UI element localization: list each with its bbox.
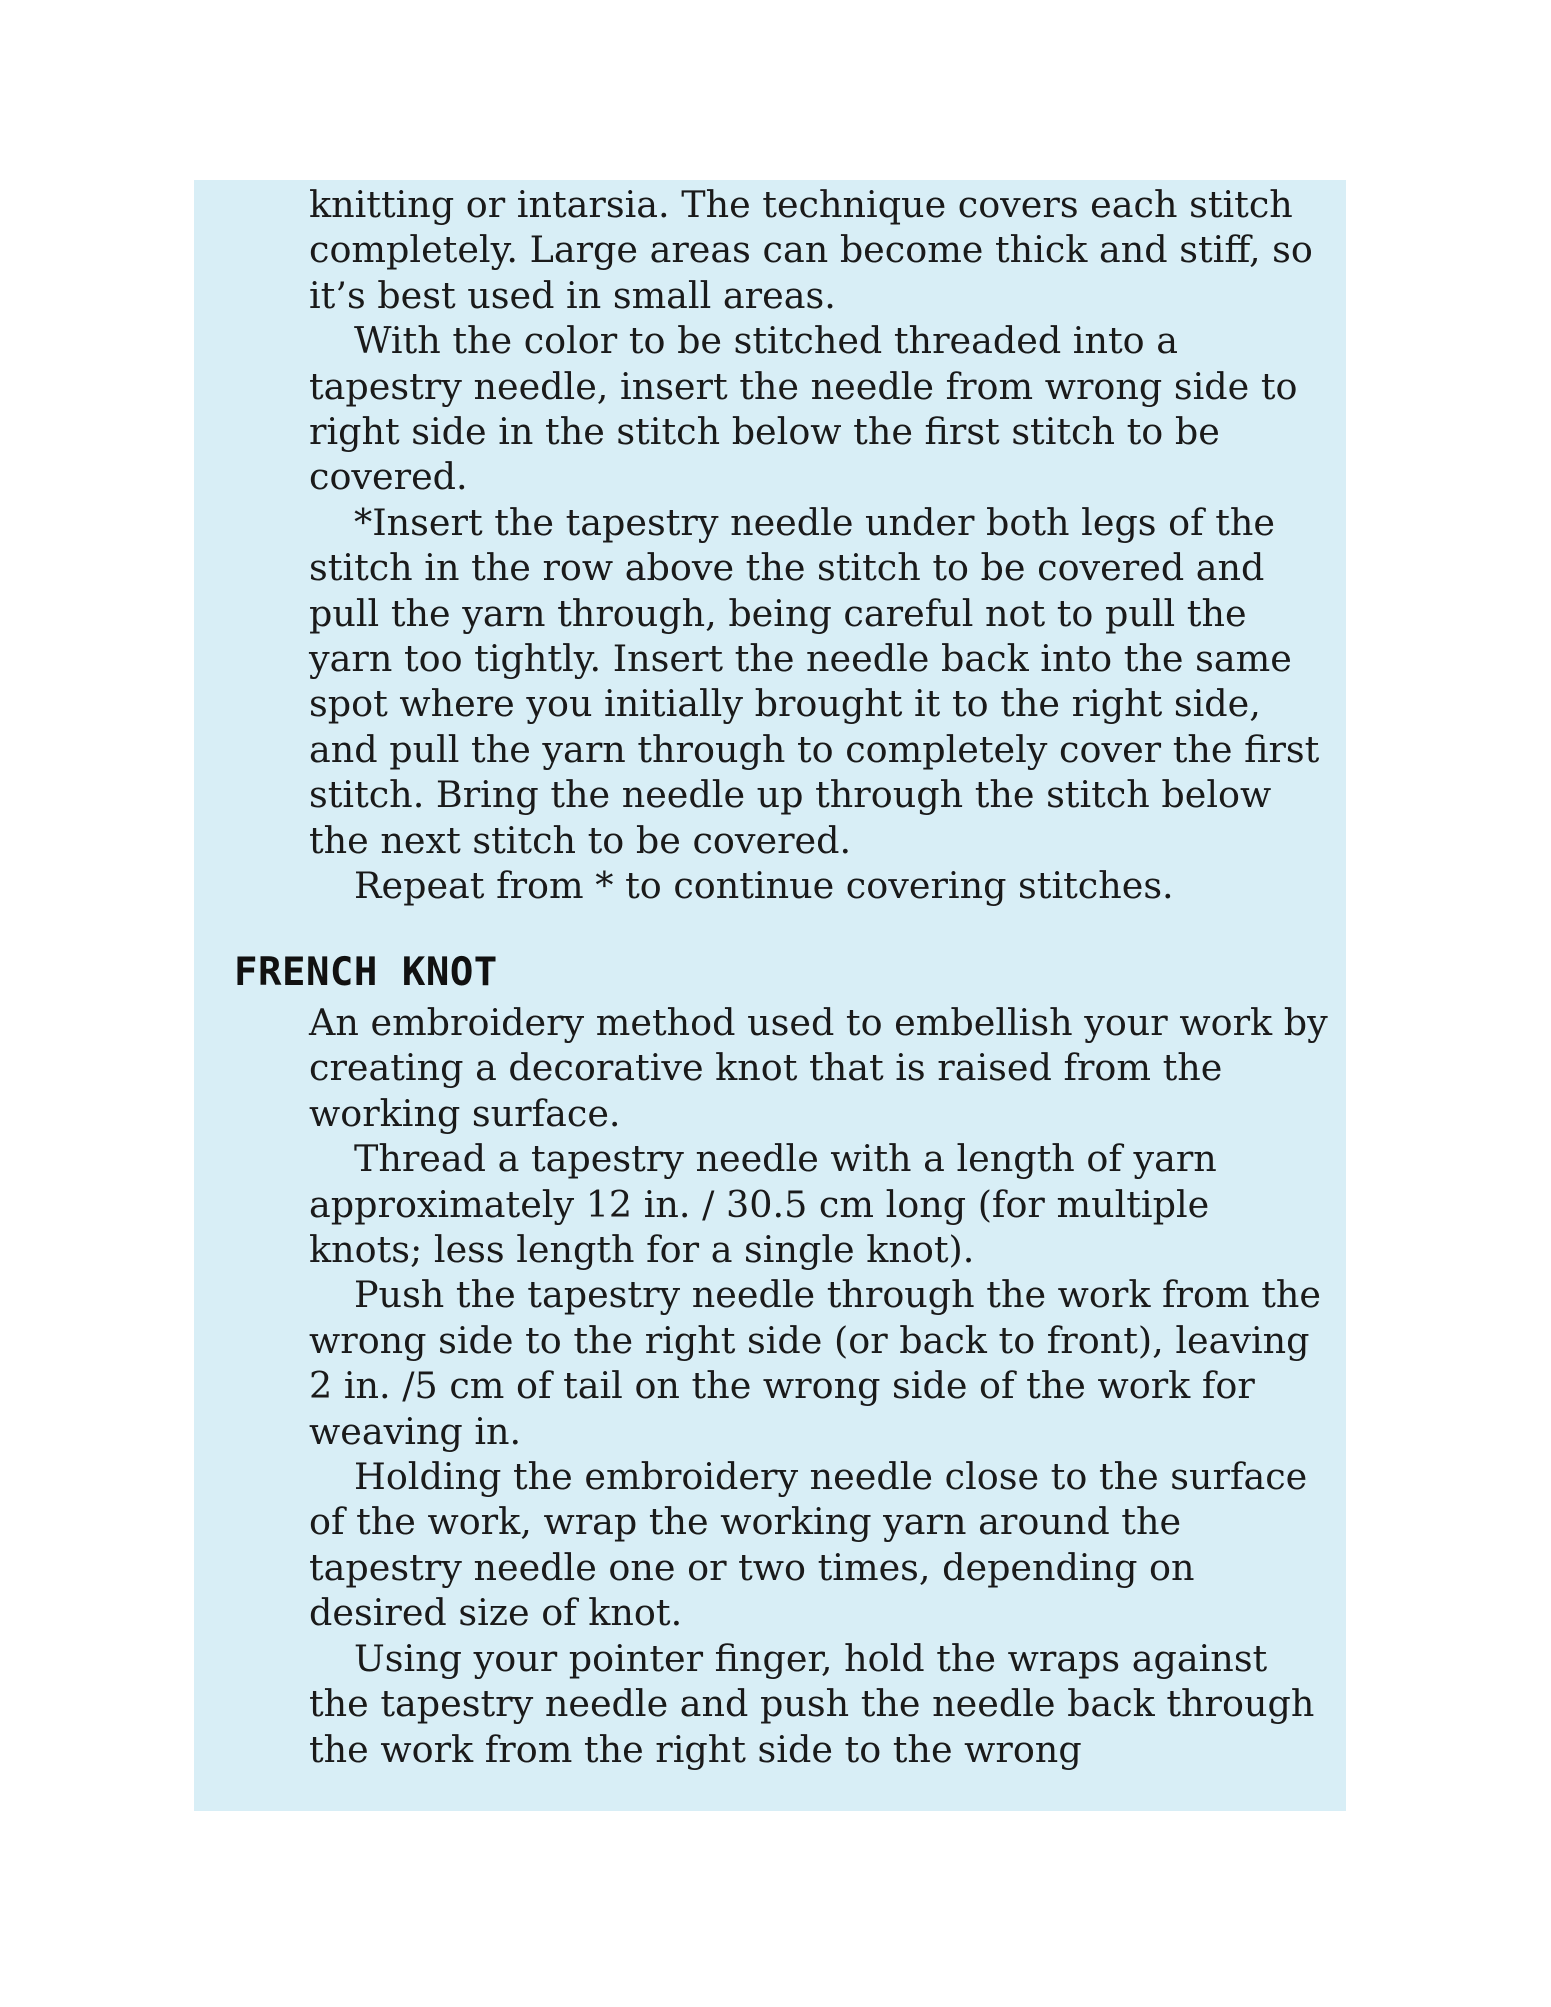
paragraph: knitting or intarsia. The technique covers each stitch completely. Large areas can become thick and stiff, so it’s best used in small areas.	[309, 183, 1313, 317]
paragraph: Using your pointer finger, hold the wraps against the tapestry needle and push the needle back through the work from the right side to the wrong	[309, 1636, 1315, 1771]
paragraph: With the color to be stitched threaded into a tapestry needle, insert the needle from wrong side to right side in the stitch below the first stitch to be covered.	[309, 319, 1298, 499]
paragraph: Push the tapestry needle through the work from the wrong side to the right side (or back to front), leaving 2 in. /5 cm of tail on the wrong side of the work for weaving in.	[309, 1273, 1321, 1453]
paragraph: Thread a tapestry needle with a length of yarn approximately 12 in. / 30.5 cm long (for multiple knots; less length for a single knot).	[309, 1137, 1217, 1272]
paragraph: *Insert the tapestry needle under both legs of the stitch in the row above the stitch to be covered and pull the yarn through, being careful not to pull the yarn too tightly. Insert the needle back into the same spot where you initially brought it to the right side, and pull the yarn through to completely cover the first stitch. Bring the needle up through the stitch below the next stitch to be covered.	[309, 500, 1320, 862]
content-panel	[194, 180, 1346, 1811]
paragraph: Repeat from * to continue covering stitches.	[354, 864, 1174, 908]
paragraph: An embroidery method used to embellish your work by creating a decorative knot that is raised from the working surface.	[309, 1001, 1328, 1135]
continued-section	[309, 182, 1329, 909]
section-heading-french-knot: FRENCH KNOT	[234, 950, 498, 995]
paragraph: Holding the embroidery needle close to the surface of the work, wrap the working yarn around the tapestry needle one or two times, depending on desired size of knot.	[309, 1455, 1308, 1635]
french-knot-section	[309, 1000, 1329, 1772]
